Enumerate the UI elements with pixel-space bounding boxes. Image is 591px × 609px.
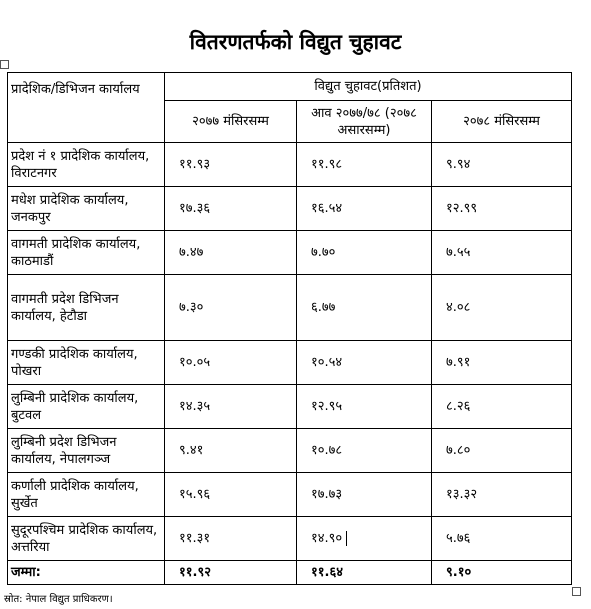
table-row [8, 231, 572, 275]
table-move-handle[interactable] [0, 60, 9, 69]
office-name: वागमती प्रदेश डिभिजन कार्यालय, हेटौडा [8, 275, 165, 341]
office-name: वागमती प्रादेशिक कार्यालय, काठमाडौं [8, 231, 165, 275]
office-name: लुम्बिनी प्रादेशिक कार्यालय, बुटवल [8, 385, 165, 429]
value-2078-mangsir: १२.९९ [432, 187, 572, 231]
value-text: १४.९० [311, 531, 343, 546]
table-row [8, 517, 572, 561]
value-fy-2077-78 [297, 517, 432, 561]
value-2078-mangsir: ९.९४ [432, 143, 572, 187]
text-cursor [346, 531, 347, 546]
table-row [8, 429, 572, 473]
office-name: प्रदेश नं १ प्रादेशिक कार्यालय, विराटनगर [8, 143, 165, 187]
office-name: सुदूरपश्चिम प्रादेशिक कार्यालय, अत्तरिया [8, 517, 165, 561]
value-2077-mangsir: ७.४७ [165, 231, 297, 275]
table-row [8, 275, 572, 341]
value-2078-mangsir: ४.०८ [432, 275, 572, 341]
table-row [8, 187, 572, 231]
header-leakage-percent: विद्युत चुहावट(प्रतिशत) [165, 73, 572, 101]
header-col-2078-mangsir: २०७८ मंसिरसम्म [432, 101, 572, 143]
value-2077-mangsir: ११.३१ [165, 517, 297, 561]
header-col-2077-mangsir: २०७७ मंसिरसम्म [165, 101, 297, 143]
total-fy-2077-78: ११.६४ [297, 561, 432, 585]
table-row [8, 473, 572, 517]
value-fy-2077-78: १२.९५ [297, 385, 432, 429]
value-2077-mangsir: ११.९३ [165, 143, 297, 187]
office-name: गण्डकी प्रादेशिक कार्यालय, पोखरा [8, 341, 165, 385]
value-2078-mangsir: १३.३२ [432, 473, 572, 517]
value-fy-2077-78: १०.५४ [297, 341, 432, 385]
source-note: स्रोत: नेपाल विद्युत प्राधिकरण। [4, 594, 113, 605]
value-2077-mangsir: १७.३६ [165, 187, 297, 231]
value-2077-mangsir: १०.०५ [165, 341, 297, 385]
value-fy-2077-78: १७.७३ [297, 473, 432, 517]
value-2077-mangsir: ७.३० [165, 275, 297, 341]
header-col-fy-2077-78: आव २०७७/७८ (२०७८ असारसम्म) [297, 101, 432, 143]
header-region: प्रादेशिक/डिभिजन कार्यालय [8, 73, 165, 143]
value-2078-mangsir: ८.२६ [432, 385, 572, 429]
leakage-table [7, 72, 572, 585]
office-name: कर्णाली प्रादेशिक कार्यालय, सुर्खेत [8, 473, 165, 517]
table-row [8, 341, 572, 385]
value-2078-mangsir: ७.९१ [432, 341, 572, 385]
total-row [8, 561, 572, 585]
value-2077-mangsir: ९.४१ [165, 429, 297, 473]
table-row [8, 143, 572, 187]
value-fy-2077-78: १६.५४ [297, 187, 432, 231]
value-fy-2077-78: ७.७० [297, 231, 432, 275]
office-name: लुम्बिनी प्रदेश डिभिजन कार्यालय, नेपालगञ्ज [8, 429, 165, 473]
value-fy-2077-78: १०.७८ [297, 429, 432, 473]
table-row [8, 385, 572, 429]
document-title: वितरणतर्फको विद्युत चुहावट [189, 30, 402, 54]
total-2078-mangsir: ९.१० [432, 561, 572, 585]
office-name: मधेश प्रादेशिक कार्यालय, जनकपुर [8, 187, 165, 231]
value-2078-mangsir: ७.५५ [432, 231, 572, 275]
table-resize-handle[interactable] [572, 587, 581, 596]
value-2077-mangsir: १५.९६ [165, 473, 297, 517]
total-2077-mangsir: ११.९२ [165, 561, 297, 585]
total-label: जम्मा: [8, 561, 165, 585]
value-fy-2077-78: ११.९८ [297, 143, 432, 187]
value-2077-mangsir: १४.३५ [165, 385, 297, 429]
value-2078-mangsir: ७.८० [432, 429, 572, 473]
value-fy-2077-78: ६.७७ [297, 275, 432, 341]
value-2078-mangsir: ५.७६ [432, 517, 572, 561]
